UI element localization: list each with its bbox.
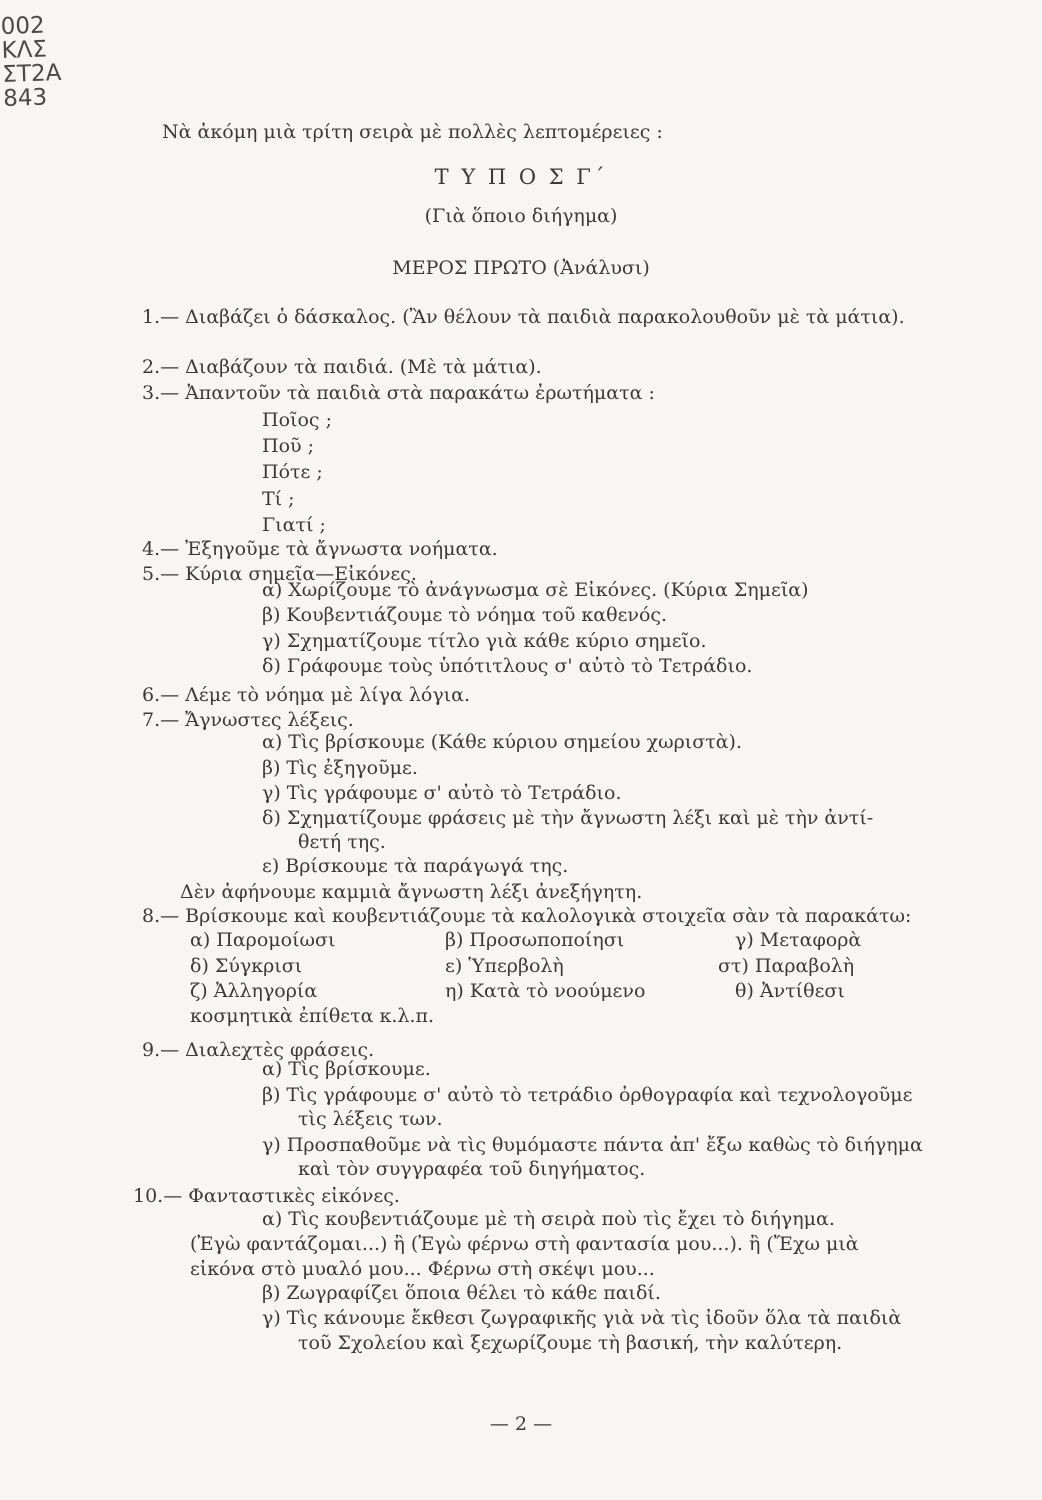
question-what: Τί ;: [262, 488, 295, 510]
item-10-para-cont: εἰκόνα στὸ μυαλό μου... Φέρνω στὴ σκέψι μου...: [190, 1258, 655, 1280]
item-7: 7.— Ἄγνωστες λέξεις.: [142, 709, 354, 731]
item-8-col2-row2: ε) Ὑπερβολὴ: [445, 955, 564, 977]
margin-note-line: 843: [2, 84, 48, 112]
item-8-col3-row3: θ) Ἀντίθεσι: [735, 980, 845, 1002]
item-9-c-cont: καὶ τὸν συγγραφέα τοῦ διηγήματος.: [298, 1158, 646, 1180]
question-who: Ποῖος ;: [262, 409, 332, 431]
item-8-col2-row3: η) Κατὰ τὸ νοούμενο: [445, 980, 646, 1002]
item-10-c: γ) Τὶς κάνουμε ἔκθεσι ζωγραφικῆς γιὰ νὰ τὶς ἰδοῦν ὅλα τὰ παιδιὰ: [262, 1307, 902, 1329]
handwritten-archive-code: [0, 13, 62, 111]
item-10-c-cont: τοῦ Σχολείου καὶ ξεχωρίζουμε τὴ βασική, τὴν καλύτερη.: [298, 1332, 843, 1354]
question-why: Γιατί ;: [262, 514, 326, 536]
item-5-d: δ) Γράφουμε τοὺς ὑπότιτλους σ' αὐτὸ τὸ Τετράδιο.: [262, 655, 753, 677]
item-8-col3-row2: στ) Παραβολὴ: [718, 955, 855, 977]
item-6: 6.— Λέμε τὸ νόημα μὲ λίγα λόγια.: [142, 684, 471, 706]
item-8-col1-row1: α) Παρομοίωσι: [190, 929, 336, 951]
item-10-b: β) Ζωγραφίζει ὅποια θέλει τὸ κάθε παιδί.: [262, 1282, 661, 1304]
page-title: Τ Υ Π Ο Σ Γ΄: [434, 165, 608, 189]
item-8-col3-row1: γ) Μεταφορὰ: [735, 929, 862, 951]
item-1: 1.— Διαβάζει ὁ δάσκαλος. (Ἂν θέλουν τὰ παιδιὰ παρακολουθοῦν μὲ τὰ μάτια).: [142, 306, 905, 328]
question-where: Ποῦ ;: [262, 435, 314, 457]
part-heading: ΜΕΡΟΣ ΠΡΩΤΟ (Ἀνάλυσι): [392, 257, 650, 279]
item-8-more: κοσμητικὰ ἐπίθετα κ.λ.π.: [190, 1005, 435, 1027]
item-9-b: β) Τὶς γράφουμε σ' αὐτὸ τὸ τετράδιο ὀρθογραφία καὶ τεχνολογοῦμε: [262, 1084, 913, 1106]
item-9: 9.— Διαλεχτὲς φράσεις.: [142, 1039, 375, 1061]
item-5-b: β) Κουβεντιάζουμε τὸ νόημα τοῦ καθενός.: [262, 604, 668, 626]
intro-line: Νὰ ἀκόμη μιὰ τρίτη σειρὰ μὲ πολλὲς λεπτομέρειες :: [162, 121, 663, 143]
margin-note-line: ΣΤ2Α: [1, 59, 62, 89]
item-10-a: α) Τὶς κουβεντιάζουμε μὲ τὴ σειρὰ ποὺ τὶς ἔχει τὸ διήγημα.: [262, 1208, 835, 1230]
item-5: 5.— Κύρια σημεῖα—Εἰκόνες.: [142, 563, 417, 585]
question-when: Πότε ;: [262, 461, 323, 483]
item-9-a: α) Τὶς βρίσκουμε.: [262, 1058, 431, 1080]
margin-note-line: 002: [0, 12, 46, 41]
item-5-c: γ) Σχηματίζουμε τίτλο γιὰ κάθε κύριο σημεῖο.: [262, 630, 707, 652]
item-5-a: α) Χωρίζουμε τὸ ἀνάγνωσμα σὲ Εἰκόνες. (Κύρια Σημεῖα): [262, 579, 809, 601]
item-10: 10.— Φανταστικὲς εἰκόνες.: [133, 1185, 400, 1207]
item-7-b: β) Τὶς ἐξηγοῦμε.: [262, 757, 418, 779]
item-8-col1-row2: δ) Σύγκρισι: [190, 955, 303, 977]
page-number: — 2 —: [489, 1413, 553, 1435]
item-4: 4.— Ἐξηγοῦμε τὰ ἄγνωστα νοήματα.: [142, 538, 498, 560]
item-10-para: (Ἐγὼ φαντάζομαι...) ἢ (Ἐγὼ φέρνω στὴ φαντασία μου...). ἢ (Ἔχω μιὰ: [190, 1233, 859, 1255]
item-8-col1-row3: ζ) Ἀλληγορία: [190, 980, 318, 1002]
item-7-d-cont: θετή της.: [298, 831, 386, 853]
item-9-b-cont: τὶς λέξεις των.: [298, 1108, 443, 1130]
item-7-note: Δὲν ἀφήνουμε καμμιὰ ἄγνωστη λέξι ἀνεξήγητη.: [180, 881, 643, 903]
item-9-c: γ) Προσπαθοῦμε νὰ τὶς θυμόμαστε πάντα ἀπ' ἔξω καθὼς τὸ διήγημα: [262, 1134, 923, 1156]
item-2: 2.— Διαβάζουν τὰ παιδιά. (Μὲ τὰ μάτια).: [142, 356, 542, 378]
item-7-e: ε) Βρίσκουμε τὰ παράγωγά της.: [262, 855, 569, 877]
item-8-col2-row1: β) Προσωποποίησι: [445, 929, 625, 951]
margin-note-line: ΚΛΣ: [1, 36, 48, 65]
item-3: 3.— Ἀπαντοῦν τὰ παιδιὰ στὰ παρακάτω ἐρωτήματα :: [142, 382, 655, 404]
item-7-c: γ) Τὶς γράφουμε σ' αὐτὸ τὸ Τετράδιο.: [262, 782, 622, 804]
page-subtitle: (Γιὰ ὅποιο διήγημα): [424, 205, 618, 227]
item-7-d: δ) Σχηματίζουμε φράσεις μὲ τὴν ἄγνωστη λέξι καὶ μὲ τὴν ἀντί-: [262, 807, 874, 829]
item-8: 8.— Βρίσκουμε καὶ κουβεντιάζουμε τὰ καλολογικὰ στοιχεῖα σὰν τὰ παρακάτω:: [142, 905, 912, 927]
item-7-a: α) Τὶς βρίσκουμε (Κάθε κύριου σημείου χωριστὰ).: [262, 731, 743, 753]
